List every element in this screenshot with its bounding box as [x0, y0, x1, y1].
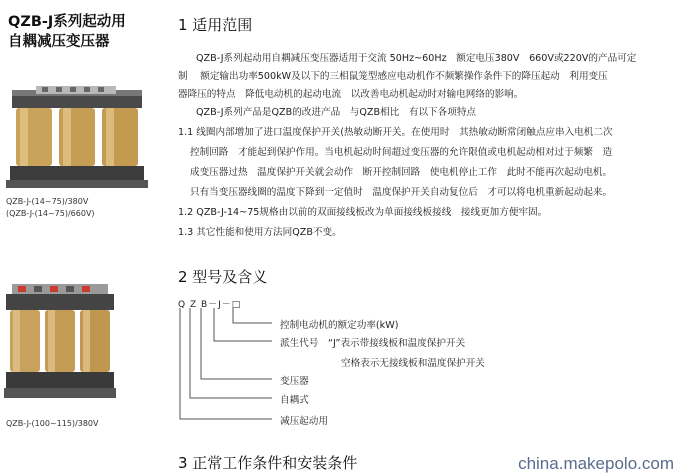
model-label-derived-code: 派生代号 “J”表示带接线板和温度保护开关: [280, 338, 466, 349]
model-label-blank: 空格表示无接线板和温度保护开关: [341, 358, 485, 369]
section-3-heading: 3 正常工作条件和安装条件: [178, 454, 358, 472]
transformer-image-1: [6, 86, 148, 194]
transformer-image-2: [4, 284, 116, 402]
product-title-line2: 自耦减压变压器: [8, 34, 110, 50]
section-1-line: 1.3 其它性能和使用方法同QZB不变。: [178, 227, 342, 238]
product-title-line1: QZB-J系列起动用: [8, 14, 126, 30]
section-1-line: QZB-J系列产品是QZB的改进产品 与QZB相比 有以下各项特点: [196, 107, 477, 118]
model-label-auto: 自耦式: [280, 395, 309, 406]
section-1-line: 1.2 QZB-J-14~75规格由以前的双面接线板改为单面接线板接线 接线更加方便牢固。: [178, 207, 548, 218]
section-1-line: 只有当变压器线圈的温度下降到一定值时 温度保护开关自动复位后 才可以将电机重新起动起来。: [190, 187, 613, 198]
section-1-line: QZB-J系列起动用自耦减压变压器适用于交流 50Hz~60Hz 额定电压380V 660V或220V的产品可定: [196, 53, 637, 64]
section-2-heading: 2 型号及含义: [178, 268, 268, 286]
model-code: Q Z B－J－□: [178, 300, 242, 310]
watermark: china.makepolo.com: [518, 454, 674, 473]
image-1-caption-line1: QZB-J-(14~75)/380V: [6, 197, 89, 206]
section-1-line: 1.1 线圈内部增加了进口温度保护开关(热敏动断开关。在使用时 其热敏动断常闭触点应串入电机二次: [178, 127, 613, 138]
image-1-caption-line2: (QZB-J-(14~75)/660V): [6, 209, 95, 218]
model-label-transformer: 变压器: [280, 376, 309, 387]
section-1-heading: 1 适用范围: [178, 16, 253, 34]
image-2-caption-line1: QZB-J-(100~115)/380V: [6, 419, 99, 428]
model-label-power: 控制电动机的额定功率(kW): [280, 320, 399, 331]
section-1-line: 制 额定输出功率500kW及以下的三相鼠笼型感应电动机作不频繁操作条件下的降压起动 利用变压: [178, 71, 608, 82]
product-title: [8, 12, 126, 52]
model-label-start: 减压起动用: [280, 416, 328, 427]
model-code-bracket-lines: [176, 306, 276, 428]
section-1-line: 成变压器过热 温度保护开关就会动作 断开控制回路 使电机停止工作 此时不能再次起动电机。: [190, 167, 613, 178]
image-2-caption: [6, 418, 98, 430]
section-1-line: 控制回路 才能起到保护作用。当电机起动时间超过变压器的允许限值或电机起动相对过于频繁 造: [190, 147, 613, 158]
section-1-line: 器降压的特点 降低电动机的起动电流 以改善电动机起动时对输电网络的影响。: [178, 89, 524, 100]
image-1-caption: [6, 196, 95, 220]
